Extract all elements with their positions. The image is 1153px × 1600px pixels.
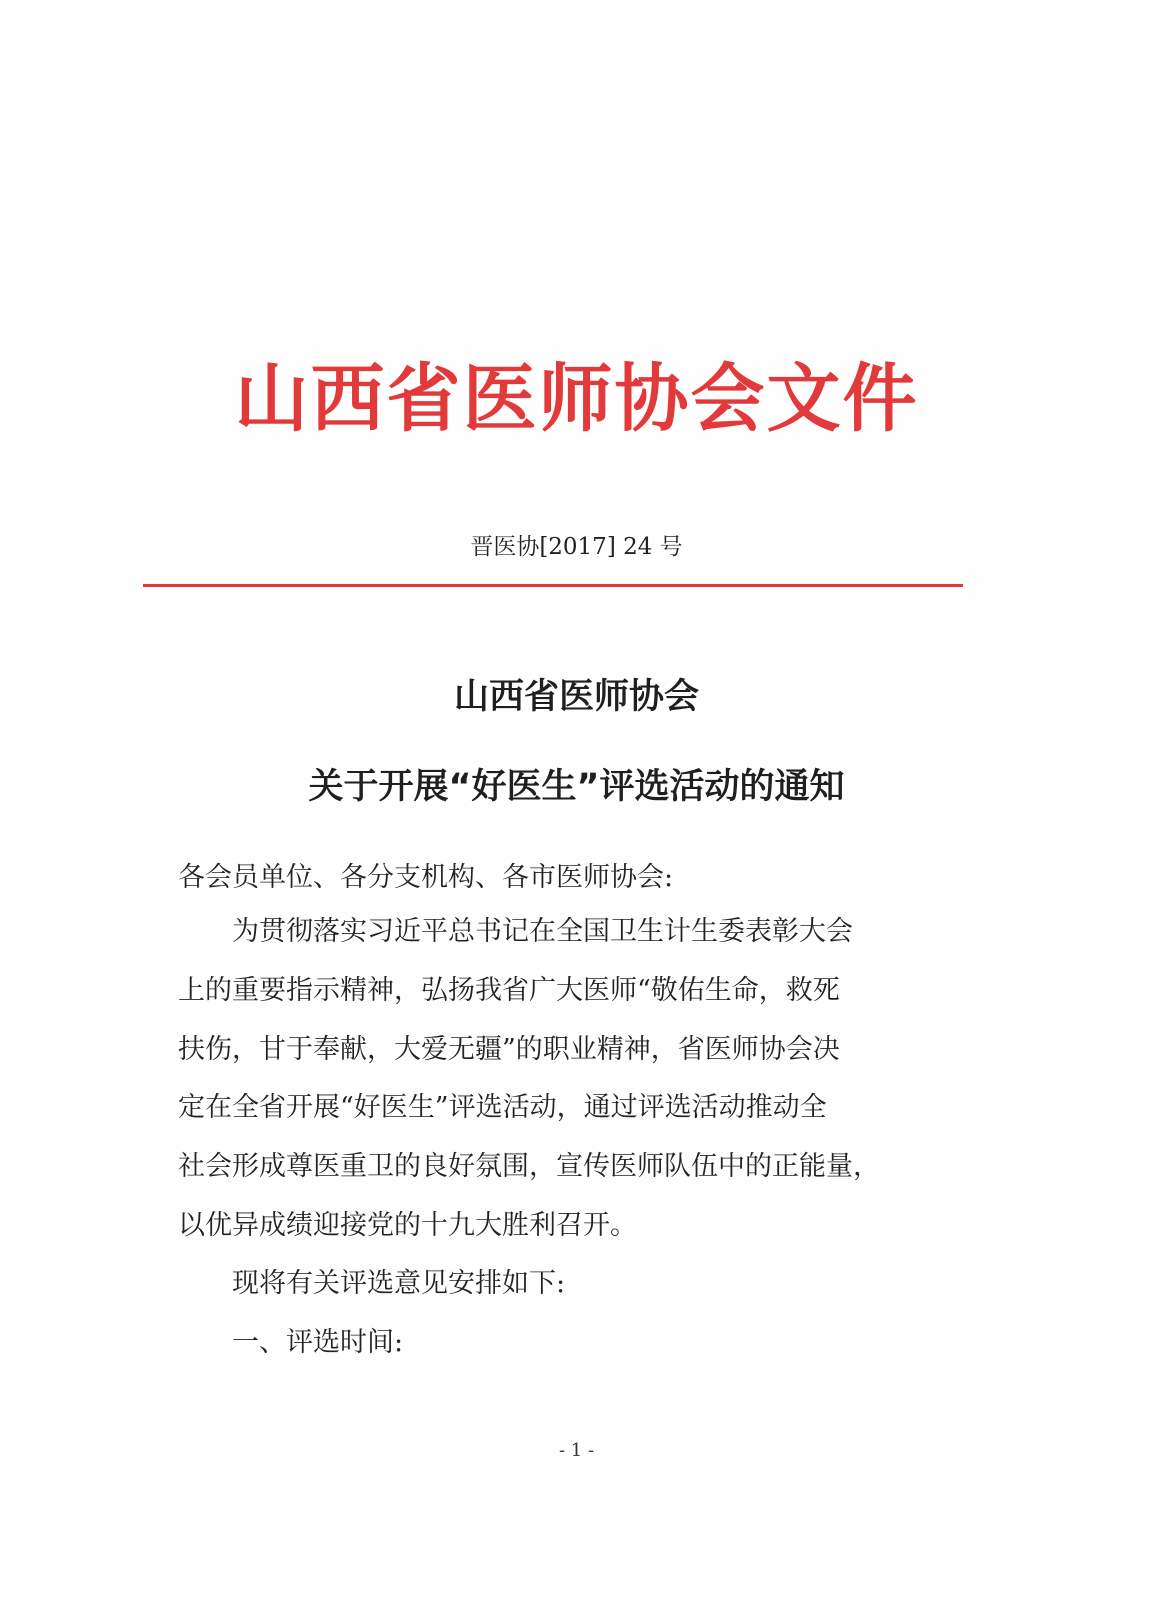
body-line: 上的重要指示精神，弘扬我省广大医师“敬佑生命，救死 — [178, 975, 840, 1006]
title-line-2: 关于开展“好医生”评选活动的通知 — [308, 767, 845, 807]
body-line: 扶伤，甘于奉献，大爱无疆”的职业精神，省医师协会决 — [178, 1034, 840, 1065]
body-line: 以优异成绩迎接党的十九大胜利召开。 — [178, 1210, 637, 1241]
body-line: 社会形成尊医重卫的良好氛围，宣传医师队伍中的正能量， — [178, 1151, 880, 1182]
section-heading: 一、评选时间: — [232, 1327, 404, 1358]
page-number: - 1 - — [558, 1440, 595, 1461]
document-masthead: 山西省医师协会文件 — [234, 356, 919, 442]
body-line: 定在全省开展“好医生”评选活动，通过评选活动推动全 — [178, 1092, 827, 1123]
title-line-1: 山西省医师协会 — [453, 677, 699, 717]
document-number: 晋医协[2017] 24 号 — [470, 534, 683, 560]
red-divider-line — [143, 584, 963, 587]
body-line: 为贯彻落实习近平总书记在全国卫生计生委表彰大会 — [232, 916, 853, 947]
salutation: 各会员单位、各分支机构、各市医师协会: — [178, 862, 674, 893]
body-line: 现将有关评选意见安排如下: — [232, 1268, 566, 1299]
